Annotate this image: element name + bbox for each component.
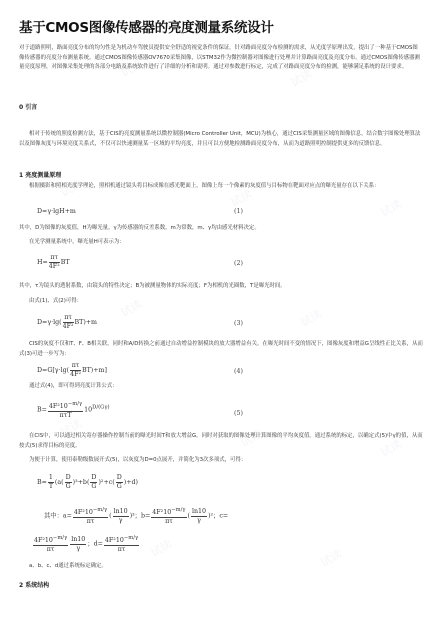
equation-4: D=G[γ·lg( $\frac{\pi\tau}{\text{4F²}}$ BT)+m] — [37, 362, 107, 378]
watermark: 试读 — [58, 417, 85, 440]
watermark: 试读 — [118, 297, 145, 320]
paragraph-9: 为便于计算，使用泰勒级数展开式(5)，以灰度为D=0点展开，并简化为3次多项式，可得： — [29, 457, 247, 463]
watermark: 试读 — [378, 437, 405, 460]
watermark: 试读 — [288, 67, 315, 90]
paragraph-6: CIS的灰度不仅和T、F、B相关联，同时和A/D转换之前通过自动增益控制模块的放大器增益有关。在曝光时间不变的情况下，图像灰度和增益G呈线性正比关系，从而式(3)可进一步写为： — [19, 341, 423, 357]
watermark: 试读 — [58, 177, 85, 200]
paper-title: 基于CMOS图像传感器的亮度测量系统设计 — [19, 20, 274, 36]
equation-coefficients-2: $\frac{4F^210^{-m/\gamma}}{\pi\tau}$ $\frac{\ln 10}{\gamma}$ ；d= $\frac{4F^210^{-m/\gamma}}{\pi\tau}$ — [34, 535, 139, 554]
paragraph-3: 在光学测量系统中，曝光量H可表示为： — [29, 239, 125, 245]
equation-1-number: (1) — [234, 208, 243, 215]
paragraph-8: 在CIS中，可以通过相关寄存器操作控制当前的曝光时间T和放大增益G，同时对获取的图像处理计算图像的平均灰度值。通过系统的标定，以确定式(5)中γ的值，从而按式(5)求得目标的亮度。 — [19, 433, 423, 449]
abstract: 对于道路照明，路面亮度分布的均匀性是为机动车驾驶员提供安全舒适的视觉条件的保证。针对路面亮度分布检测的需求，从光度学原理出发，提出了一种基于CMOS图像传感器的亮度分布测量系统。通过CMOS图像传感器OV7670采集图像，以STM32作为微控制器对图像进行处理并计算路面亮度及亮度分布。通过CMOS图像传感器测量亮度原理，对图像采集处理的各部分电路及系统软件进行了详细的分析和说明。通过对参数进行标定，完成了对路面亮度分布的检测，能够满足系统的设计要求。 — [19, 45, 420, 71]
equation-6: B= $\frac{1}{T}$ (a( $\frac{D}{G}$ )³+b( $\frac{D}{G}$ )²+c( $\frac{D}{G}$ )+d) — [37, 474, 139, 490]
equation-5: B= $4F^210^{-m/\gamma}$ πτT $10^{D/(G\gamma)}$ — [37, 401, 110, 420]
equation-1: D=γ·lgH+m — [37, 208, 76, 215]
section-heading-0: 0 引言 — [19, 104, 38, 111]
watermark: 试读 — [298, 307, 325, 330]
watermark: 试读 — [118, 57, 145, 80]
paragraph-5: 由式(1)、式(2)可得： — [29, 298, 83, 304]
section-heading-2: 2 系统结构 — [19, 582, 50, 589]
equation-coefficients-1: 其中：a= $\frac{4F^210^{-m/\gamma}}{\pi\tau}$ ( $\frac{\ln 10}{\gamma}$ )³；b= $\frac{4F^210^{-m/\gamma}}{\pi\tau}$ ( $\frac{\ln 10}{\gamma}$ )²；c= — [44, 507, 229, 526]
watermark: 试读 — [238, 427, 265, 450]
intro-paragraph: 相对于传统的照度检测方法，基于CIS的亮度测量系统以微控制器(Micro Controller Unit，MCU)为核心，通过CIS采集测量区域的图像信息，结合数字图像处理算法以及图像灰度与环境亮度关系式，不仅可以快速测量某一区域的平均亮度，并且可以方便地检测路面亮度分布，从而为道路照明控制提供更多的反馈信息。 — [19, 131, 421, 147]
section-heading-1: 1 亮度测量原理 — [19, 172, 62, 179]
equation-5-number: (5) — [234, 410, 243, 417]
paragraph-1: 根据摄影和照相光度学理论，照相机通过镜头将目标成像在感光靶面上，图像上每一个像素的灰度值与目标物在靶面对应点的曝光量存在以下关系： — [29, 183, 380, 189]
watermark: 试读 — [148, 537, 175, 560]
equation-2: H= $\frac{\pi\tau}{\text{4F²}}$ BT — [37, 254, 70, 270]
watermark: 试读 — [228, 187, 255, 210]
watermark: 试读 — [318, 547, 345, 570]
watermark: 试读 — [378, 197, 405, 220]
equation-2-number: (2) — [234, 260, 243, 267]
paragraph-10: a、b、c、d通过系统标定确定。 — [29, 563, 107, 569]
paragraph-7: 通过式(4)，即可得到亮度计算公式： — [29, 383, 118, 389]
equation-3: D=γ·lg( $\frac{\pi\tau}{\text{4F²}}$ BT)+m — [37, 314, 98, 330]
paragraph-2: 其中，D为图像的灰度值，H为曝光量，γ为传感器的反差系数，m为常数，m、γ均由感光材料决定。 — [19, 225, 260, 231]
equation-3-number: (3) — [234, 320, 243, 327]
paragraph-4: 其中，τ为镜头的透射系数，由镜头的特性决定；B为被测量物体的实际亮度；F为相机的光圈数，T是曝光时间。 — [19, 283, 286, 289]
equation-4-number: (4) — [234, 368, 243, 375]
